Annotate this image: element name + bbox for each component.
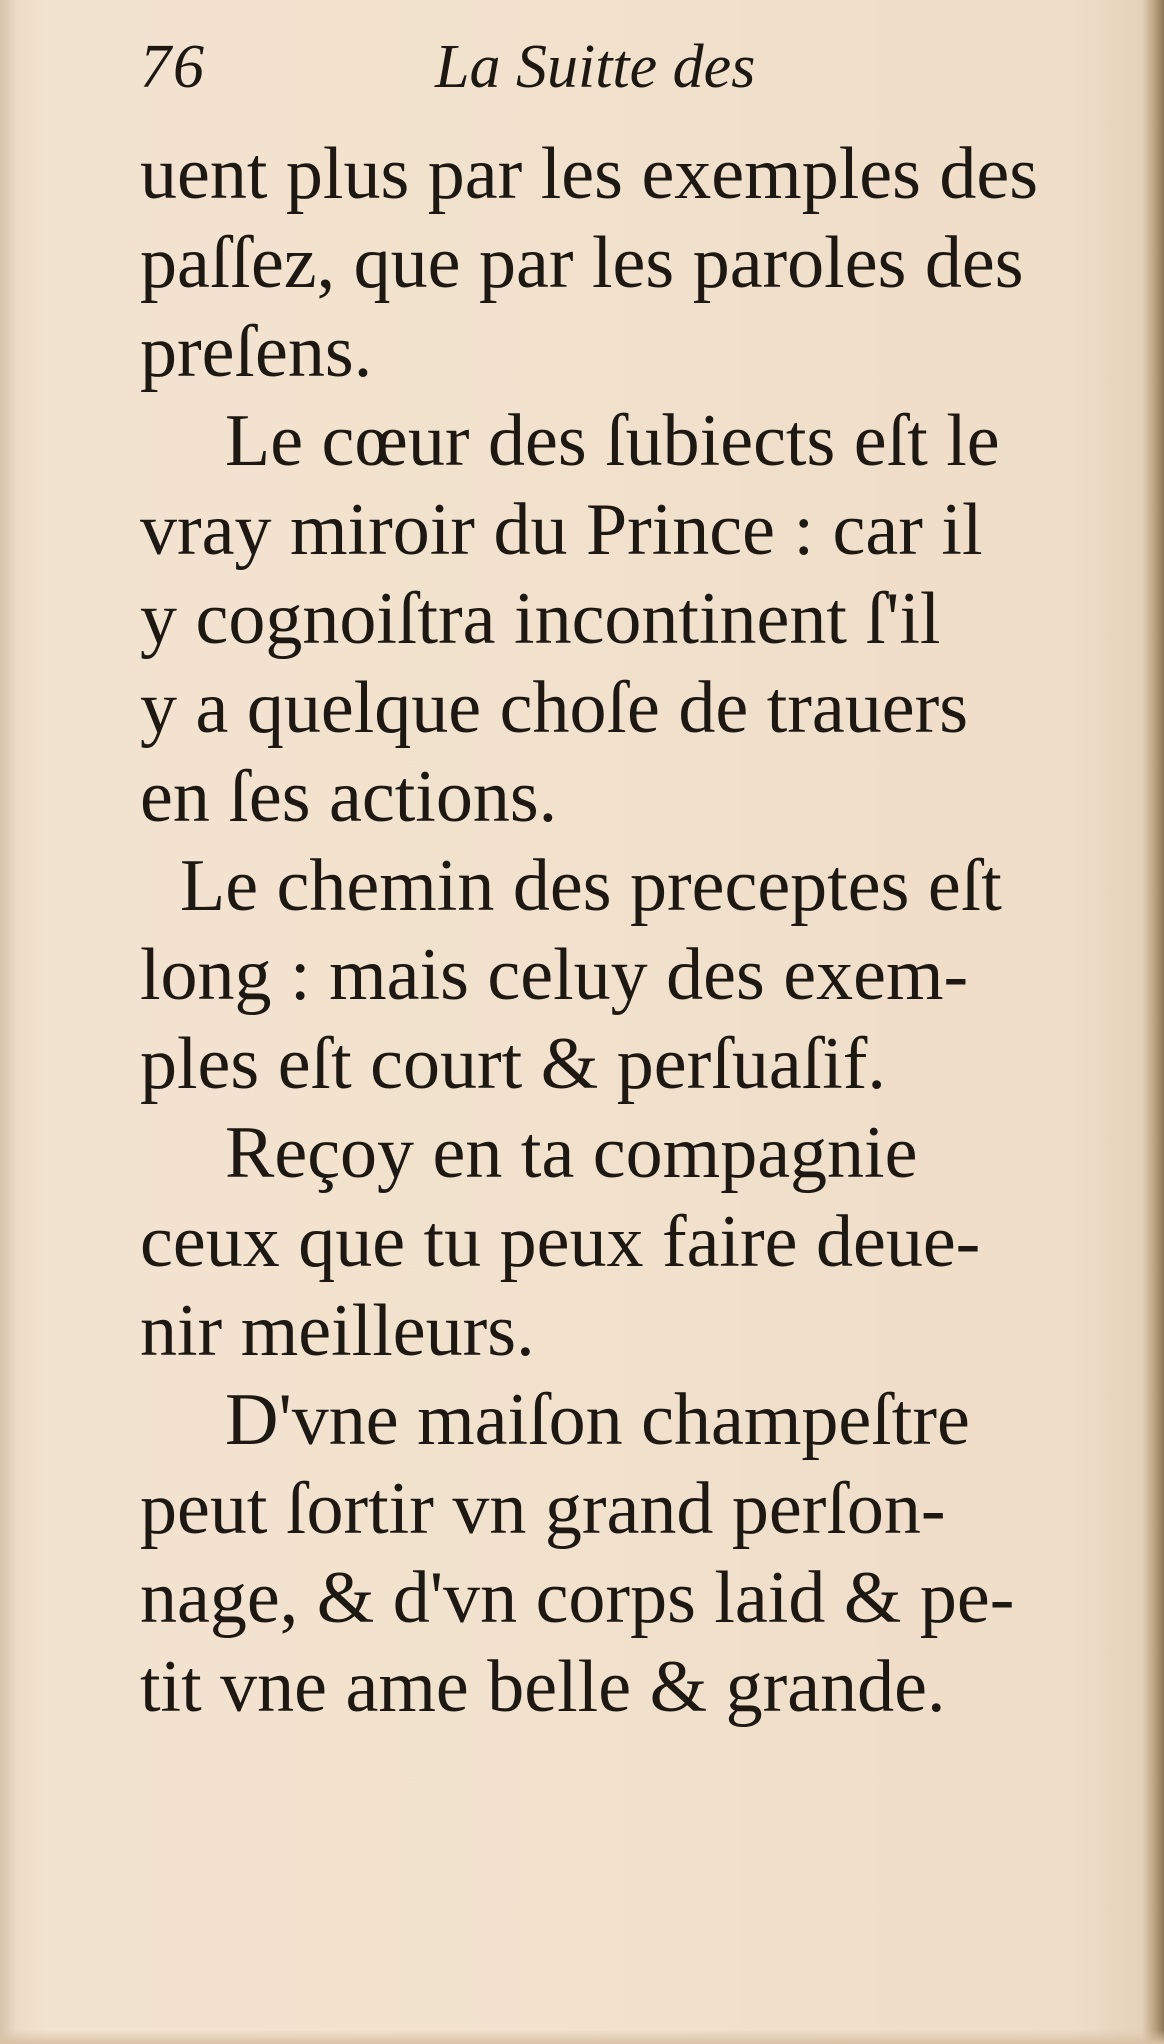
text-line-18: tit vne ame belle & grande. <box>140 1646 946 1728</box>
text-line-3: preſens. <box>140 311 373 393</box>
page-gutter-shadow <box>0 0 16 2044</box>
text-line-9: Le chemin des preceptes eſt <box>180 845 1002 927</box>
page-bottom-edge <box>0 2030 1164 2044</box>
text-line-7: y a quelque choſe de trauers <box>140 667 969 749</box>
text-line-14: nir meilleurs. <box>140 1290 535 1372</box>
text-line-2: paſſez, que par les paroles des <box>140 222 1024 304</box>
text-line-12: Reçoy en ta compagnie <box>225 1112 918 1194</box>
text-line-11: ples eſt court & perſuaſif. <box>140 1023 886 1105</box>
text-line-10: long : mais celuy des exem- <box>140 934 969 1016</box>
running-head: La Suitte des <box>435 33 756 101</box>
page-right-edge <box>1142 0 1164 2044</box>
text-line-4: Le cœur des ſubiects eſt le <box>225 400 1000 482</box>
text-line-1: uent plus par les exemples des <box>140 133 1039 215</box>
text-line-17: nage, & d'vn corps laid & pe- <box>140 1557 1015 1639</box>
text-body <box>140 130 1040 1732</box>
text-line-13: ceux que tu peux faire deue- <box>140 1201 981 1283</box>
page-number: 76 <box>140 33 206 101</box>
text-line-8: en ſes actions. <box>140 756 558 838</box>
page-header <box>140 22 1040 112</box>
text-line-16: peut ſortir vn grand perſon- <box>140 1468 946 1550</box>
text-line-15: D'vne maiſon champeſtre <box>225 1379 970 1461</box>
text-line-5: vray miroir du Prince : car il <box>140 489 983 571</box>
text-line-6: y cognoiſtra incontinent ſ'il <box>140 578 941 660</box>
